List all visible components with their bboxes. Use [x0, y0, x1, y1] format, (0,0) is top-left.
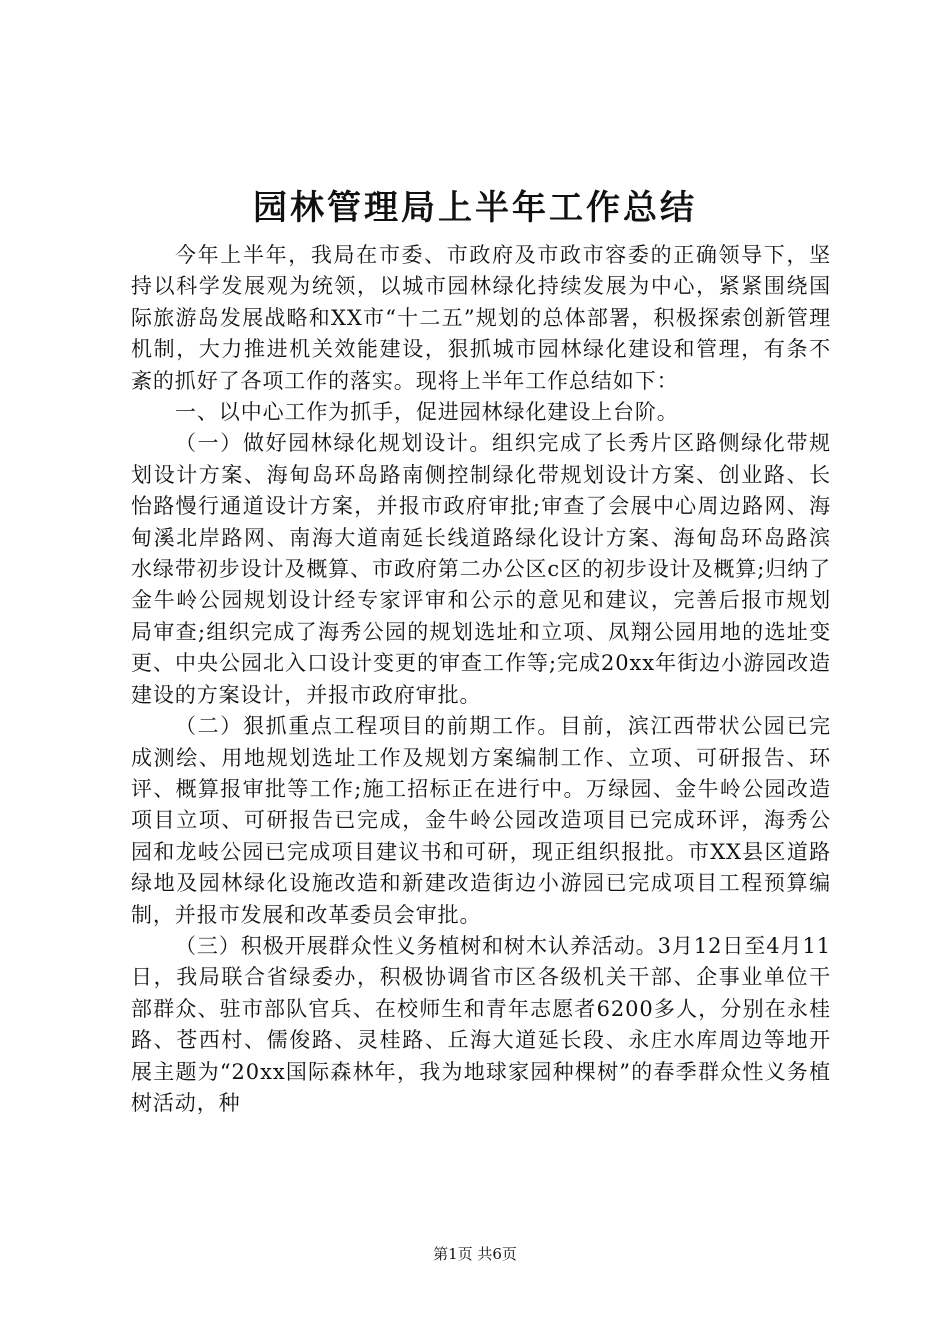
document-body: [131, 240, 831, 1119]
paragraph-planning-design: （一）做好园林绿化规划设计。组织完成了长秀片区路侧绿化带规划设计方案、海甸岛环岛路南侧控制绿化带规划设计方案、创业路、长怡路慢行通道设计方案，并报市政府审批;审查了会展中心周边路网、海甸溪北岸路网、南海大道南延长线道路绿化设计方案、海甸岛环岛路滨水绿带初步设计及概算、市政府第二办公区c区的初步设计及概算;归纳了金牛岭公园规划设计经专家评审和公示的意见和建议，完善后报市规划局审查;组织完成了海秀公园的规划选址和立项、凤翔公园用地的选址变更、中央公园北入口设计变更的审查工作等;完成20xx年街边小游园改造建设的方案设计，并报市政府审批。: [131, 431, 831, 707]
paragraph-tree-planting: （三）积极开展群众性义务植树和树木认养活动。3月12日至4月11日，我局联合省绿委办，积极协调省市区各级机关干部、企事业单位干部群众、驻市部队官兵、在校师生和青年志愿者6200多人，分别在永桂路、苍西村、儒俊路、灵桂路、丘海大道延长段、永庄水库周边等地开展主题为“20xx国际森林年，我为地球家园种棵树”的春季群众性义务植树活动，种: [131, 933, 831, 1115]
section-heading-1: 一、以中心工作为抓手，促进园林绿化建设上台阶。: [175, 400, 679, 425]
page-number-footer: 第1页 共6页: [433, 1245, 517, 1263]
paragraph-intro: 今年上半年，我局在市委、市政府及市政市容委的正确领导下，坚持以科学发展观为统领，以城市园林绿化持续发展为中心，紧紧围绕国际旅游岛发展战略和XX市“十二五”规划的总体部署，积极探索创新管理机制，大力推进机关效能建设，狠抓城市园林绿化建设和管理，有条不紊的抓好了各项工作的落实。现将上半年工作总结如下：: [131, 243, 831, 393]
paragraph-key-projects: （二）狠抓重点工程项目的前期工作。目前，滨江西带状公园已完成测绘、用地规划选址工作及规划方案编制工作、立项、可研报告、环评、概算报审批等工作;施工招标正在进行中。万绿园、金牛岭公园改造项目立项、可研报告已完成，金牛岭公园改造项目已完成环评，海秀公园和龙岐公园已完成项目建议书和可研，现正组织报批。市XX县区道路绿地及园林绿化设施改造和新建改造街边小游园已完成项目工程预算编制，并报市发展和改革委员会审批。: [131, 714, 831, 927]
document-title: 园林管理局上半年工作总结: [253, 188, 697, 228]
